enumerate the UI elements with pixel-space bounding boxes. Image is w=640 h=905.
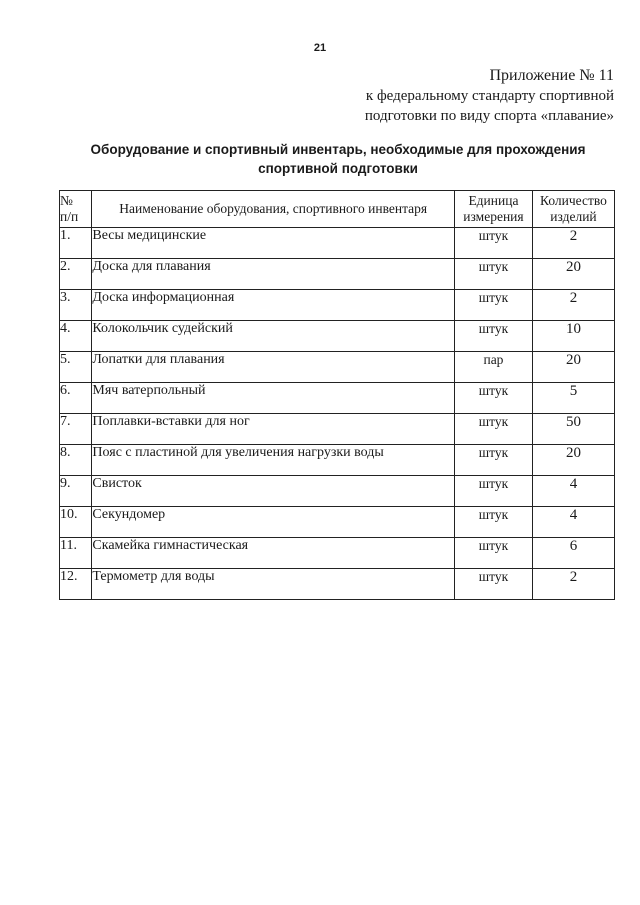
equipment-table [59, 190, 615, 600]
row-number: 4. [60, 321, 92, 352]
row-number: 8. [60, 445, 92, 476]
table-row [60, 290, 615, 321]
header-number-symbol: № [60, 193, 73, 208]
row-number: 3. [60, 290, 92, 321]
appendix-header [365, 66, 614, 126]
row-item-name: Доска для плавания [92, 259, 455, 290]
header-unit [454, 191, 532, 228]
table-header-row [60, 191, 615, 228]
page-number: 21 [313, 42, 327, 54]
row-unit: штук [454, 259, 532, 290]
row-number: 12. [60, 569, 92, 600]
table-row [60, 228, 615, 259]
row-number: 10. [60, 507, 92, 538]
row-item-name: Секундомер [92, 507, 455, 538]
row-item-name: Скамейка гимнастическая [92, 538, 455, 569]
appendix-reference-line-2: подготовки по виду спорта «плавание» [364, 108, 614, 124]
row-unit: штук [454, 476, 532, 507]
row-unit: штук [454, 383, 532, 414]
row-quantity: 20 [532, 259, 614, 290]
row-quantity: 2 [532, 290, 614, 321]
row-item-name: Мяч ватерпольный [92, 383, 455, 414]
row-number: 7. [60, 414, 92, 445]
row-quantity: 10 [532, 321, 614, 352]
row-number: 9. [60, 476, 92, 507]
header-number-abbrev: п/п [60, 209, 79, 224]
row-unit: штук [454, 290, 532, 321]
row-quantity: 4 [532, 476, 614, 507]
row-item-name: Доска информационная [92, 290, 455, 321]
row-unit: пар [454, 352, 532, 383]
table-row [60, 476, 615, 507]
document-title [60, 140, 616, 178]
header-name: Наименование оборудования, спортивного инвентаря [92, 191, 455, 228]
table-row [60, 321, 615, 352]
row-quantity: 20 [532, 352, 614, 383]
row-unit: штук [454, 538, 532, 569]
row-quantity: 50 [532, 414, 614, 445]
row-item-name: Поплавки-вставки для ног [92, 414, 455, 445]
row-number: 5. [60, 352, 92, 383]
document-title-line-2: спортивной подготовки [258, 161, 418, 176]
table-row [60, 352, 615, 383]
header-quantity-line-1: Количество [540, 193, 607, 208]
header-quantity-line-2: изделий [550, 209, 597, 224]
table-row [60, 507, 615, 538]
header-unit-line-2: измерения [463, 209, 524, 224]
row-item-name: Пояс с пластиной для увеличения нагрузки воды [92, 445, 455, 476]
row-unit: штук [454, 321, 532, 352]
row-number: 1. [60, 228, 92, 259]
row-unit: штук [454, 445, 532, 476]
row-quantity: 2 [532, 569, 614, 600]
row-number: 11. [60, 538, 92, 569]
row-quantity: 5 [532, 383, 614, 414]
header-number [60, 191, 92, 228]
table-row [60, 414, 615, 445]
row-item-name: Весы медицинские [92, 228, 455, 259]
table-row [60, 538, 615, 569]
row-item-name: Колокольчик судейский [92, 321, 455, 352]
appendix-number: Приложение № 11 [489, 67, 614, 84]
row-unit: штук [454, 414, 532, 445]
row-quantity: 4 [532, 507, 614, 538]
row-number: 2. [60, 259, 92, 290]
header-quantity [532, 191, 614, 228]
document-title-line-1: Оборудование и спортивный инвентарь, необходимые для прохождения [90, 142, 586, 157]
table-row [60, 569, 615, 600]
table-row [60, 259, 615, 290]
row-item-name: Свисток [92, 476, 455, 507]
table-row [60, 445, 615, 476]
row-unit: штук [454, 507, 532, 538]
table-row [60, 383, 615, 414]
row-unit: штук [454, 228, 532, 259]
row-item-name: Термометр для воды [92, 569, 455, 600]
row-unit: штук [454, 569, 532, 600]
appendix-reference-line-1: к федеральному стандарту спортивной [365, 88, 614, 104]
row-quantity: 2 [532, 228, 614, 259]
header-unit-line-1: Единица [468, 193, 519, 208]
row-quantity: 6 [532, 538, 614, 569]
row-item-name: Лопатки для плавания [92, 352, 455, 383]
row-quantity: 20 [532, 445, 614, 476]
row-number: 6. [60, 383, 92, 414]
